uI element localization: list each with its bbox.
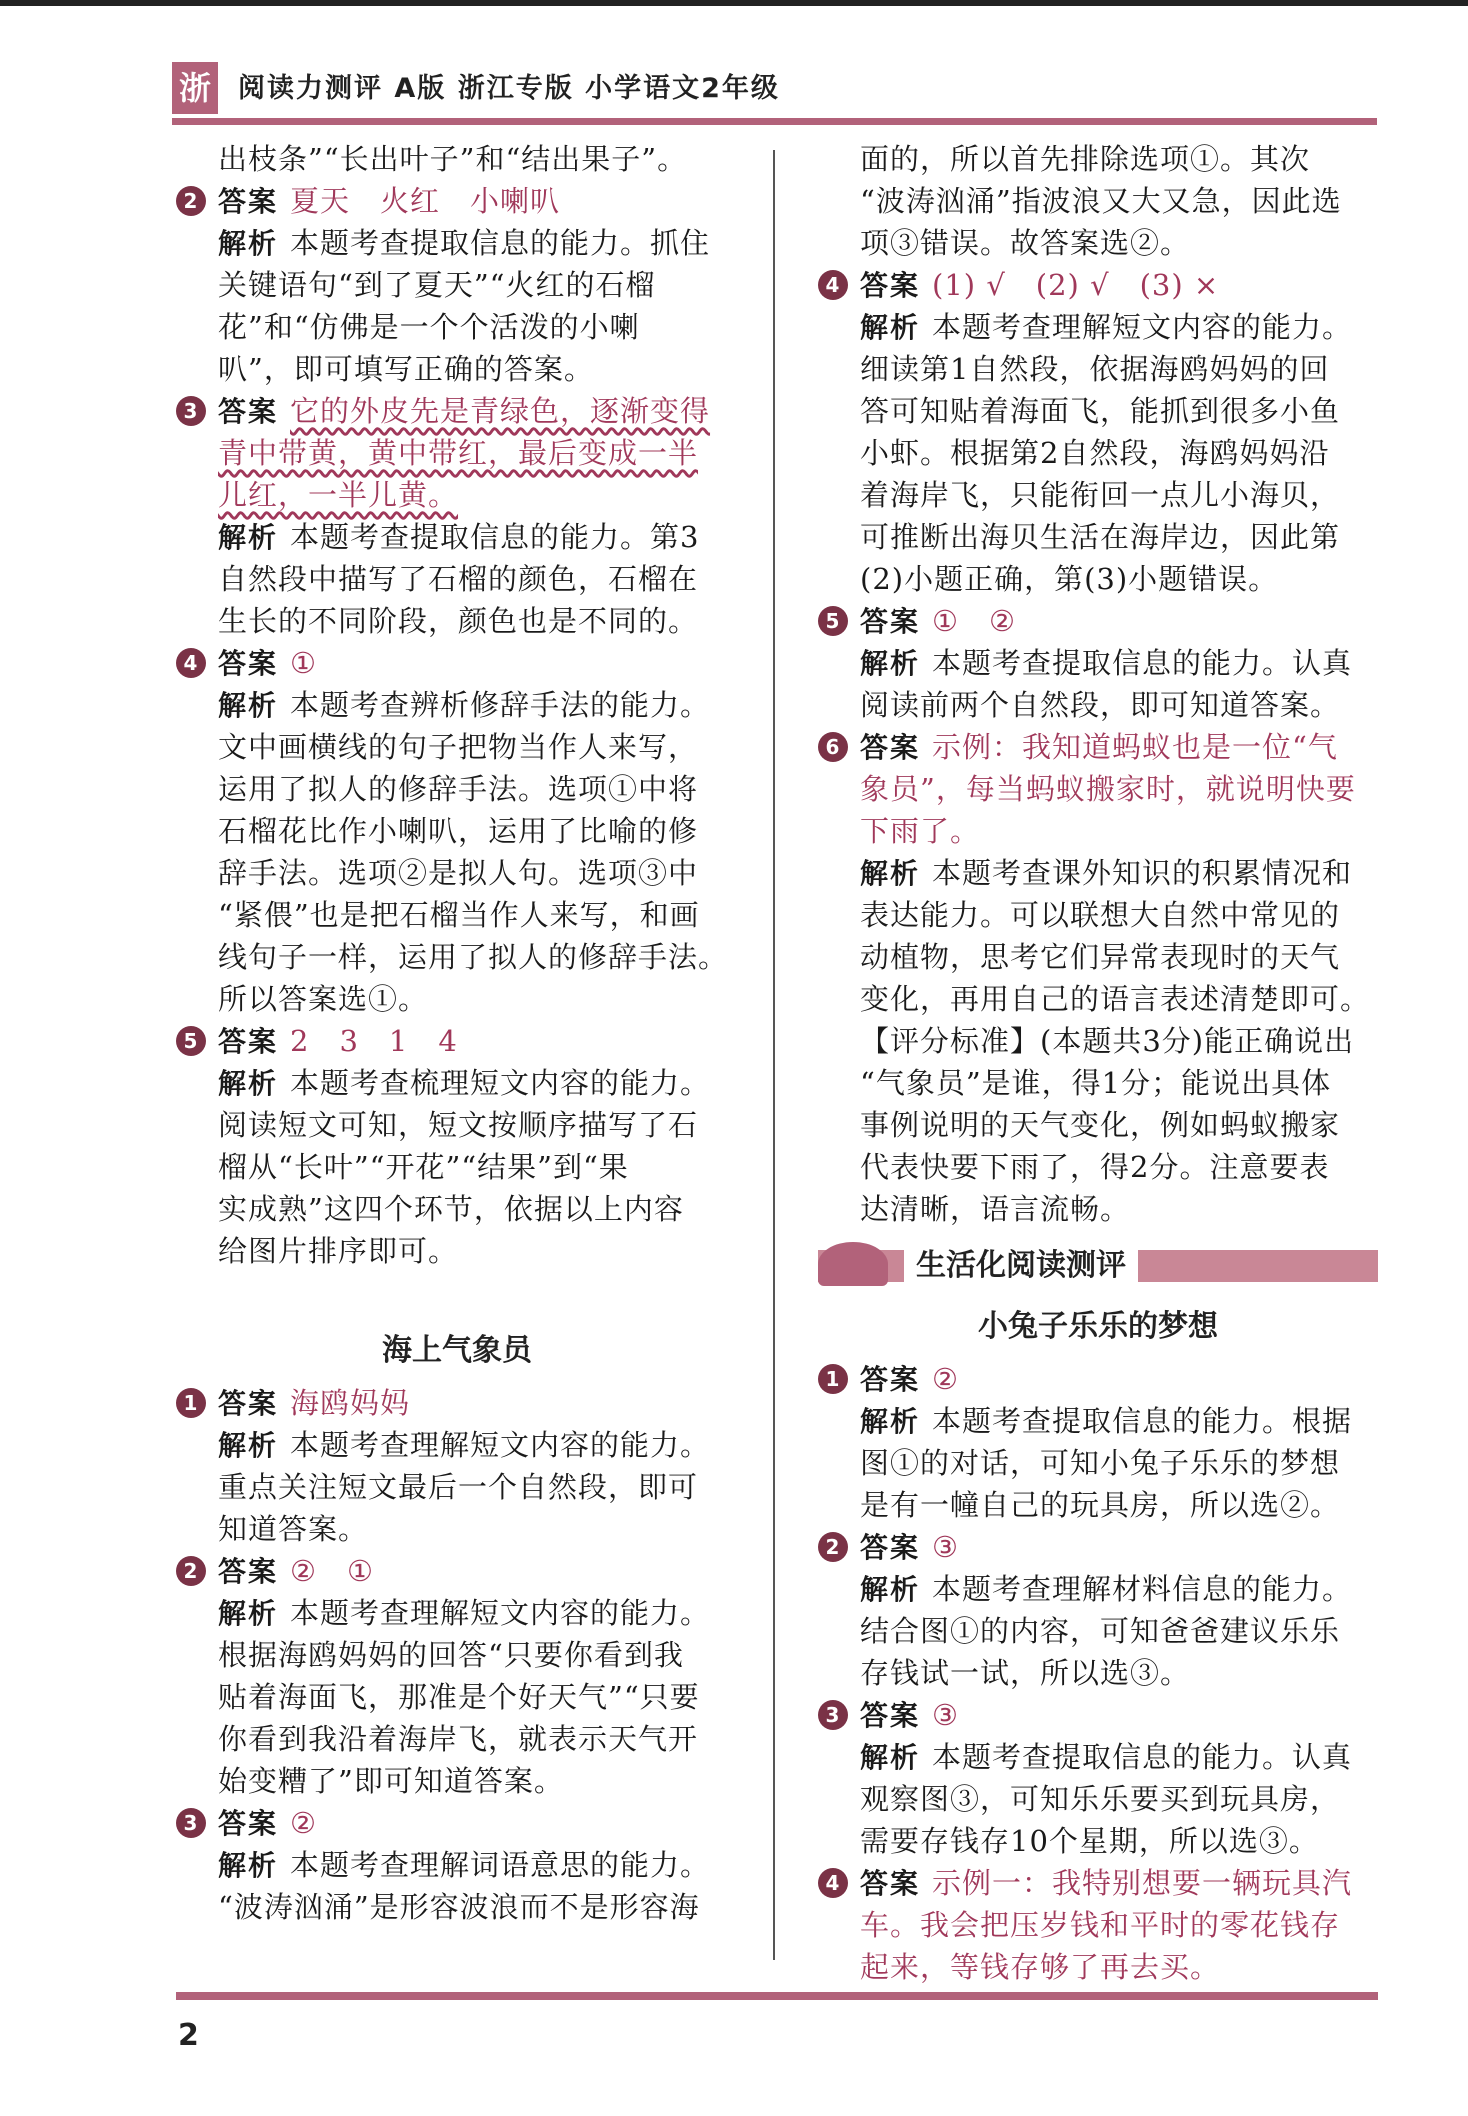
analysis-line: 所以答案选①。 <box>218 982 429 1016</box>
answer-label: 答案 <box>860 605 921 638</box>
answer-label: 答案 <box>860 1699 921 1732</box>
answer-text: 夏天 火红 小喇叭 <box>290 184 561 218</box>
analysis-line: 线句子一样，运用了拟人的修辞手法。 <box>218 940 729 974</box>
question-number: 5 <box>818 606 848 636</box>
analysis-label: 解析 <box>860 311 921 344</box>
analysis-text: 本题考查梳理短文内容的能力。 <box>290 1066 711 1100</box>
answer-line <box>818 768 1378 810</box>
answer-row <box>176 1802 738 1844</box>
answer-label: 答案 <box>860 1867 921 1900</box>
section-title: 小兔子乐乐的梦想 <box>978 1309 1218 1344</box>
answer-text: 海鸥妈妈 <box>290 1386 411 1420</box>
analysis-line: 花”和“仿佛是一个个活泼的小喇 <box>218 310 640 344</box>
analysis-line <box>176 684 738 726</box>
answer-text: 2 3 1 4 <box>290 1024 458 1058</box>
answer-row <box>818 1358 1378 1400</box>
analysis-line: 需要存钱存10个星期，所以选③。 <box>860 1824 1319 1858</box>
analysis-line: 存钱试一试，所以选③。 <box>860 1656 1191 1690</box>
banner-decoration <box>818 1242 888 1286</box>
answer-label: 答案 <box>218 1025 279 1058</box>
analysis-label: 解析 <box>860 1573 921 1606</box>
analysis-line: 生长的不同阶段，颜色也是不同的。 <box>218 604 699 638</box>
question-number: 2 <box>176 1556 206 1586</box>
analysis-label: 解析 <box>860 857 921 890</box>
column-divider <box>773 150 775 1960</box>
left-column <box>176 138 738 1928</box>
answer-row <box>176 642 738 684</box>
answer-text: (1) √ (2) √ (3) × <box>932 268 1220 302</box>
answer-text: 儿红，一半儿黄。 <box>218 478 459 512</box>
answer-row <box>176 1550 738 1592</box>
question-number: 2 <box>176 186 206 216</box>
analysis-label: 解析 <box>218 521 279 554</box>
analysis-line: 你看到我沿着海岸飞，就表示天气开 <box>218 1722 699 1756</box>
province-badge: 浙 <box>172 62 218 114</box>
section-banner <box>818 1236 1378 1296</box>
question-number: 2 <box>818 1532 848 1562</box>
answer-label: 答案 <box>860 1531 921 1564</box>
analysis-line: 运用了拟人的修辞手法。选项①中将 <box>218 772 699 806</box>
analysis-line: 榴从“长叶”“开花”“结果”到“果 <box>218 1150 629 1184</box>
analysis-label: 解析 <box>860 1405 921 1438</box>
scoring-line: 代表快要下雨了，得2分。注意要表 <box>860 1150 1330 1184</box>
analysis-line: 结合图①的内容，可知爸爸建议乐乐 <box>860 1614 1341 1648</box>
question-number: 3 <box>818 1700 848 1730</box>
analysis-line: 关键语句“到了夏天”“火红的石榴 <box>218 268 656 302</box>
spacer <box>176 1272 738 1320</box>
analysis-line <box>818 1736 1378 1778</box>
analysis-text: 本题考查理解短文内容的能力。 <box>290 1596 711 1630</box>
answer-text: 示例：我知道蚂蚁也是一位“气 <box>932 730 1338 764</box>
analysis-line: 辞手法。选项②是拟人句。选项③中 <box>218 856 699 890</box>
answer-row <box>818 600 1378 642</box>
analysis-text: 本题考查辨析修辞手法的能力。 <box>290 688 711 722</box>
answer-row <box>176 1382 738 1424</box>
question-number: 1 <box>818 1364 848 1394</box>
answer-label: 答案 <box>860 731 921 764</box>
analysis-line: 文中画横线的句子把物当作人来写， <box>218 730 699 764</box>
analysis-label: 解析 <box>218 689 279 722</box>
analysis-line: 答可知贴着海面飞，能抓到很多小鱼 <box>860 394 1341 428</box>
analysis-line: 图①的对话，可知小兔子乐乐的梦想 <box>860 1446 1341 1480</box>
answer-line <box>818 1946 1378 1988</box>
analysis-text: 本题考查提取信息的能力。认真 <box>932 646 1353 680</box>
analysis-line: 着海岸飞，只能衔回一点儿小海贝， <box>860 478 1341 512</box>
answer-label: 答案 <box>218 1387 279 1420</box>
section-title: 海上气象员 <box>382 1333 532 1368</box>
analysis-label: 解析 <box>218 1067 279 1100</box>
analysis-line: 小虾。根据第2自然段，海鸥妈妈沿 <box>860 436 1330 470</box>
answer-text: 车。我会把压岁钱和平时的零花钱存 <box>860 1908 1341 1942</box>
analysis-line <box>818 1400 1378 1442</box>
answer-line <box>176 474 738 516</box>
answer-row <box>818 1862 1378 1904</box>
question-number: 3 <box>176 396 206 426</box>
right-column <box>818 138 1378 1988</box>
answer-text: ② <box>932 1362 960 1396</box>
answer-row <box>818 1526 1378 1568</box>
analysis-label: 解析 <box>218 1849 279 1882</box>
analysis-line: 给图片排序即可。 <box>218 1234 459 1268</box>
analysis-line <box>176 1844 738 1886</box>
answer-text: ② ① <box>290 1554 375 1588</box>
answer-row <box>818 1694 1378 1736</box>
answer-label: 答案 <box>860 269 921 302</box>
scoring-line: 事例说明的天气变化，例如蚂蚁搬家 <box>860 1108 1341 1142</box>
answer-label: 答案 <box>218 185 279 218</box>
analysis-line: 根据海鸥妈妈的回答“只要你看到我 <box>218 1638 684 1672</box>
question-number: 4 <box>818 270 848 300</box>
footer-bar <box>176 1992 1378 2000</box>
answer-label: 答案 <box>218 647 279 680</box>
answer-text: 青中带黄，黄中带红，最后变成一半 <box>218 436 699 470</box>
question-number: 6 <box>818 732 848 762</box>
analysis-line: 自然段中描写了石榴的颜色，石榴在 <box>218 562 699 596</box>
analysis-label: 解析 <box>218 227 279 260</box>
analysis-line <box>818 306 1378 348</box>
analysis-line <box>176 516 738 558</box>
question-number: 3 <box>176 1808 206 1838</box>
answer-text: 象员”，每当蚂蚁搬家时，就说明快要 <box>860 772 1356 806</box>
analysis-line: 始变糟了”即可知道答案。 <box>218 1764 564 1798</box>
analysis-line: 阅读前两个自然段，即可知道答案。 <box>860 688 1341 722</box>
answer-text: ② <box>290 1806 318 1840</box>
analysis-text: 本题考查理解短文内容的能力。 <box>290 1428 711 1462</box>
analysis-label: 解析 <box>218 1597 279 1630</box>
analysis-line: “波涛汹涌”是形容波浪而不是形容海 <box>218 1890 700 1924</box>
answer-row <box>176 1020 738 1062</box>
scoring-line: 【评分标准】(本题共3分)能正确说出 <box>860 1024 1355 1058</box>
analysis-line: 变化，再用自己的语言表述清楚即可。 <box>860 982 1371 1016</box>
answer-line <box>818 1904 1378 1946</box>
answer-row <box>818 726 1378 768</box>
analysis-text: 本题考查提取信息的能力。第3 <box>290 520 700 554</box>
analysis-text: 本题考查课外知识的积累情况和 <box>932 856 1353 890</box>
question-number: 1 <box>176 1388 206 1418</box>
analysis-line: 动植物，思考它们异常表现时的天气 <box>860 940 1341 974</box>
answer-label: 答案 <box>218 395 279 428</box>
analysis-label: 解析 <box>860 647 921 680</box>
question-number: 4 <box>176 648 206 678</box>
page-number: 2 <box>178 2018 199 2053</box>
analysis-line <box>176 222 738 264</box>
answer-text: ③ <box>932 1698 960 1732</box>
analysis-line: 实成熟”这四个环节，依据以上内容 <box>218 1192 684 1226</box>
analysis-line: 石榴花比作小喇叭，运用了比喻的修 <box>218 814 699 848</box>
analysis-text: 本题考查理解材料信息的能力。 <box>932 1572 1353 1606</box>
analysis-line: 是有一幢自己的玩具房，所以选②。 <box>860 1488 1341 1522</box>
analysis-line <box>176 1592 738 1634</box>
analysis-line <box>176 1062 738 1104</box>
analysis-line <box>818 852 1378 894</box>
page-header <box>172 58 1377 128</box>
answer-line <box>818 810 1378 852</box>
analysis-line: 知道答案。 <box>218 1512 369 1546</box>
header-bar <box>172 118 1377 125</box>
answer-text: ③ <box>932 1530 960 1564</box>
continuation-text: 项③错误。故答案选②。 <box>860 226 1191 260</box>
scoring-line: 达清晰，语言流畅。 <box>860 1192 1131 1226</box>
analysis-text: 本题考查提取信息的能力。认真 <box>932 1740 1353 1774</box>
answer-label: 答案 <box>218 1555 279 1588</box>
answer-text: ① ② <box>932 604 1017 638</box>
analysis-line: “紧偎”也是把石榴当作人来写，和画 <box>218 898 700 932</box>
header-title: 阅读力测评 A版 浙江专版 小学语文2年级 <box>238 73 780 104</box>
analysis-text: 本题考查提取信息的能力。根据 <box>932 1404 1353 1438</box>
analysis-line <box>818 642 1378 684</box>
answer-row <box>176 180 738 222</box>
scoring-line: “气象员”是谁，得1分；能说出具体 <box>860 1066 1332 1100</box>
answer-text: 下雨了。 <box>860 814 981 848</box>
analysis-text: 本题考查提取信息的能力。抓住 <box>290 226 711 260</box>
analysis-label: 解析 <box>218 1429 279 1462</box>
analysis-line: 贴着海面飞，那准是个好天气”“只要 <box>218 1680 700 1714</box>
analysis-line <box>818 1568 1378 1610</box>
answer-text: 起来，等钱存够了再去买。 <box>860 1950 1221 1984</box>
question-number: 5 <box>176 1026 206 1056</box>
answer-label: 答案 <box>218 1807 279 1840</box>
answer-line <box>176 432 738 474</box>
answer-text: 它的外皮先是青绿色，逐渐变得 <box>290 394 711 428</box>
continuation-text: “波涛汹涌”指波浪又大又急，因此选 <box>860 184 1342 218</box>
banner-title: 生活化阅读测评 <box>904 1240 1138 1292</box>
analysis-line: 叭”，即可填写正确的答案。 <box>218 352 594 386</box>
analysis-line: 表达能力。可以联想大自然中常见的 <box>860 898 1341 932</box>
continuation-text: 出枝条”“长出叶子”和“结出果子”。 <box>218 142 688 176</box>
top-rule <box>0 0 1468 6</box>
answer-row <box>818 264 1378 306</box>
analysis-text: 本题考查理解短文内容的能力。 <box>932 310 1353 344</box>
analysis-line: 可推断出海贝生活在海岸边，因此第 <box>860 520 1341 554</box>
analysis-line: 阅读短文可知，短文按顺序描写了石 <box>218 1108 699 1142</box>
answer-row <box>176 390 738 432</box>
answer-label: 答案 <box>860 1363 921 1396</box>
analysis-line: 观察图③，可知乐乐要买到玩具房， <box>860 1782 1341 1816</box>
analysis-line <box>176 1424 738 1466</box>
answer-text: 示例一：我特别想要一辆玩具汽 <box>932 1866 1353 1900</box>
analysis-text: 本题考查理解词语意思的能力。 <box>290 1848 711 1882</box>
analysis-label: 解析 <box>860 1741 921 1774</box>
continuation-text: 面的，所以首先排除选项①。其次 <box>860 142 1311 176</box>
analysis-line: 细读第1自然段，依据海鸥妈妈的回 <box>860 352 1330 386</box>
analysis-line: 重点关注短文最后一个自然段，即可 <box>218 1470 699 1504</box>
analysis-line: (2)小题正确，第(3)小题错误。 <box>860 562 1279 596</box>
question-number: 4 <box>818 1868 848 1898</box>
answer-text: ① <box>290 646 318 680</box>
